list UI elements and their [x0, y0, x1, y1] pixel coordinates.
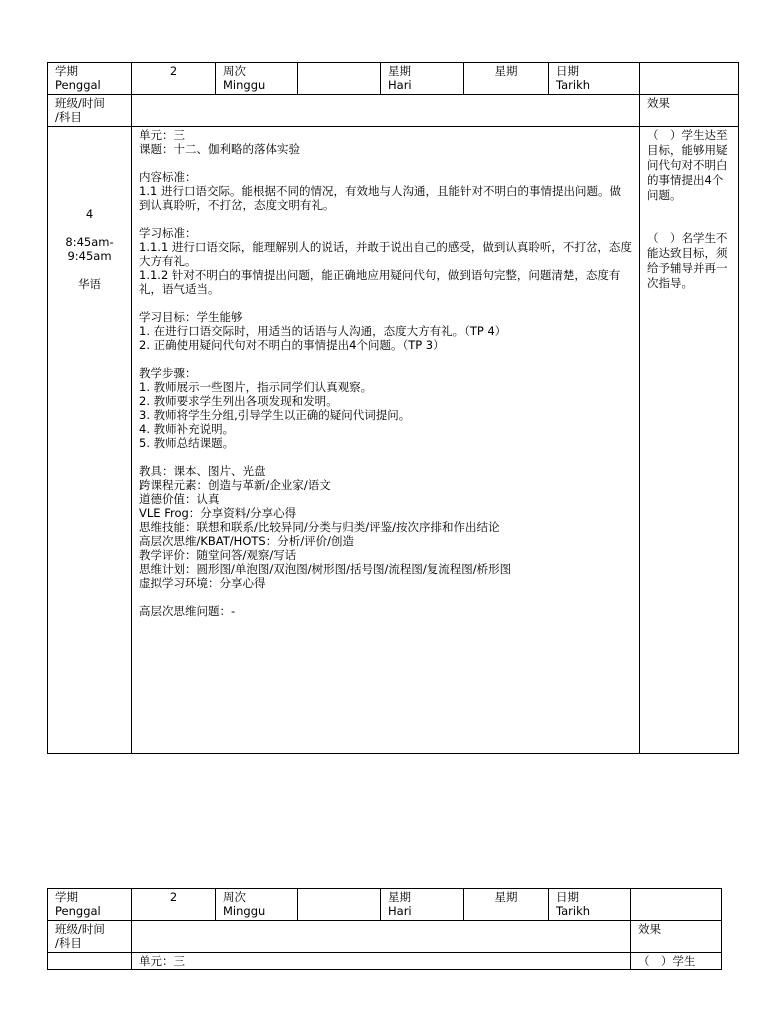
effect-achieved: （ ）学生达至目标，能够用疑问代句对不明白的事情提出4个问题。 — [647, 128, 728, 202]
learning-standard-2: 1.1.2 针对不明白的事情提出问题，能正确地应用疑问代句，做到语句完整，问题清楚，态度有礼，语气适当。 — [139, 268, 621, 296]
date-label-ms: Tarikh — [556, 78, 591, 92]
date-label-cell — [549, 63, 640, 95]
vle: VLE Frog：分享资料/分享心得 — [139, 506, 297, 520]
hots-question: 高层次思维问题：- — [139, 604, 236, 618]
week-label-cell — [216, 889, 298, 921]
date-label-ms: Tarikh — [556, 904, 591, 918]
day-label-cell — [381, 63, 464, 95]
lesson-content-cell — [132, 127, 640, 754]
effect-label: 效果 — [631, 921, 722, 953]
cross-curricular: 跨课程元素：创造与革新/企业家/语文 — [139, 478, 331, 492]
time-line2: 9:45am — [67, 249, 112, 263]
effect-cell-2 — [631, 953, 722, 970]
objective-title: 学习目标：学生能够 — [139, 310, 243, 324]
class-number: 4 — [85, 207, 94, 221]
day-label-cell — [381, 889, 464, 921]
class-row — [48, 95, 739, 127]
unit: 单元：三 — [139, 128, 185, 142]
week-value — [298, 889, 381, 921]
time-line1: 8:45am- — [65, 235, 114, 249]
class-label-line2: /科目 — [55, 936, 82, 950]
class-label-cell — [48, 921, 132, 953]
class-label-line2: /科目 — [55, 110, 82, 124]
materials: 教具：课本、图片、光盘 — [139, 464, 266, 478]
objective-2: 2. 正确使用疑问代句对不明白的事情提出4个问题。（TP 3） — [139, 338, 445, 352]
week-label-ms: Minggu — [223, 78, 266, 92]
content-standard-title: 内容标准： — [139, 170, 197, 184]
step-item: 5. 教师总结课题。 — [139, 436, 235, 450]
day-label-cn: 星期 — [388, 64, 411, 78]
effect-not-achieved: （ ）名学生不能达致目标，须给予辅导并再一次指导。 — [647, 231, 728, 290]
effect-start: （ ）学生 — [638, 954, 696, 968]
day-label-cn: 星期 — [388, 890, 411, 904]
virtual-env: 虚拟学习环境：分享心得 — [139, 576, 266, 590]
header-row — [48, 63, 739, 95]
objective-1: 1. 在进行口语交际时，用适当的话语与人沟通，态度大方有礼。（TP 4） — [139, 324, 507, 338]
class-value-cell — [132, 921, 631, 953]
term-label-cn: 学期 — [55, 64, 78, 78]
step-item: 2. 教师要求学生列出各项发现和发明。 — [139, 394, 338, 408]
effect-cell — [640, 127, 739, 754]
date-value — [640, 63, 739, 95]
lesson-plan-table — [47, 62, 739, 754]
week-label-cn: 周次 — [223, 64, 246, 78]
step-item: 4. 教师补充说明。 — [139, 422, 235, 436]
step-item: 3. 教师将学生分组,引导学生以正确的疑问代词提问。 — [139, 408, 411, 422]
class-value-cell — [132, 95, 640, 127]
class-label-line1: 班级/时间 — [55, 922, 105, 936]
date-label-cn: 日期 — [556, 64, 579, 78]
learning-standard-1: 1.1.1 进行口语交际，能理解别人的说话，并敢于说出自己的感受，做到认真聆听，不打岔，态度大方有礼。 — [139, 240, 632, 268]
assessment: 教学评价：随堂问答/观察/写话 — [139, 548, 297, 562]
day-label-ms: Hari — [388, 904, 412, 918]
session-info-cell — [48, 127, 132, 754]
week-value — [298, 63, 381, 95]
unit: 单元：三 — [139, 954, 185, 968]
hots: 高层次思维/KBAT/HOTS：分析/评价/创造 — [139, 534, 354, 548]
header-row-2 — [48, 889, 722, 921]
term-label-cn: 学期 — [55, 890, 78, 904]
week-label-ms: Minggu — [223, 904, 266, 918]
date-value — [631, 889, 722, 921]
class-label-cell — [48, 95, 132, 127]
day-label-ms: Hari — [388, 78, 412, 92]
term-label-ms: Penggal — [55, 78, 101, 92]
content-standard-1: 1.1 进行口语交际。能根据不同的情况，有效地与人沟通，且能针对不明白的事情提出问题。做到认真聆听，不打岔，态度文明有礼。 — [139, 184, 621, 212]
term-value: 2 — [132, 889, 216, 921]
lesson-body-row-2 — [48, 953, 722, 970]
date-label-cn: 日期 — [556, 890, 579, 904]
day-value: 星期 — [464, 889, 549, 921]
lesson-content-cell-2 — [132, 953, 631, 970]
class-label-line1: 班级/时间 — [55, 96, 105, 110]
thinking-skills: 思维技能：联想和联系/比较异同/分类与归类/评鉴/按次序排和作出结论 — [139, 520, 500, 534]
class-row-2 — [48, 921, 722, 953]
thinking-maps: 思维计划：圆形图/单泡图/双泡图/树形图/括号图/流程图/复流程图/桥形图 — [139, 562, 512, 576]
subject: 华语 — [78, 277, 101, 291]
steps-title: 教学步骤： — [139, 366, 197, 380]
date-label-cell — [549, 889, 631, 921]
term-label-cell — [48, 889, 132, 921]
day-value: 星期 — [464, 63, 549, 95]
week-label-cn: 周次 — [223, 890, 246, 904]
term-label-ms: Penggal — [55, 904, 101, 918]
effect-label: 效果 — [640, 95, 739, 127]
moral-values: 道德价值：认真 — [139, 492, 220, 506]
learning-standard-title: 学习标准： — [139, 226, 197, 240]
lesson-plan-table-2 — [47, 888, 722, 970]
term-value: 2 — [132, 63, 216, 95]
term-label-cell — [48, 63, 132, 95]
week-label-cell — [216, 63, 298, 95]
lesson-body-row — [48, 127, 739, 754]
topic: 课题：十二、伽利略的落体实验 — [139, 142, 300, 156]
session-info-cell — [48, 953, 132, 970]
step-item: 1. 教师展示一些图片，指示同学们认真观察。 — [139, 380, 373, 394]
